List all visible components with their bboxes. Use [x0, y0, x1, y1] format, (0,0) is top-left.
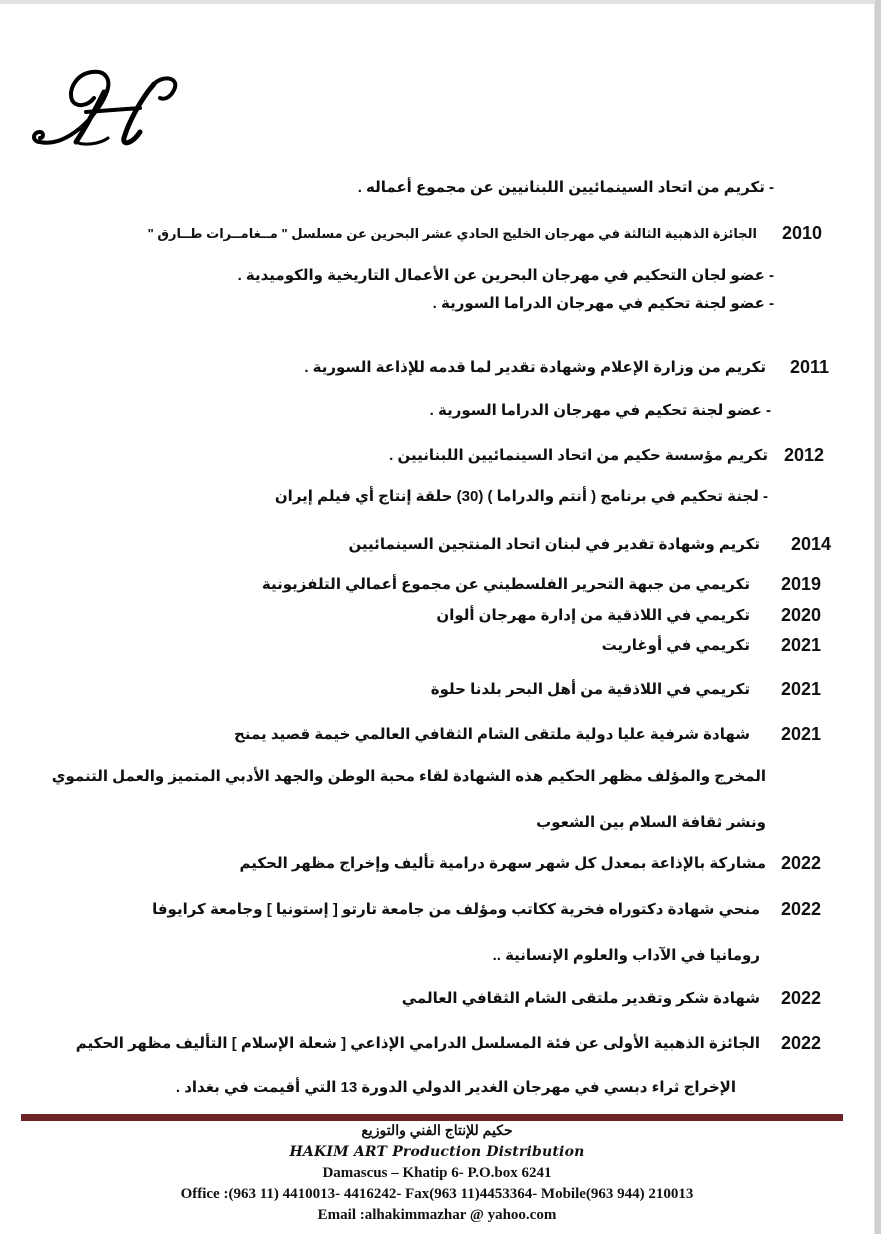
entry-year-11: 2021: [781, 635, 822, 655]
entry-text-12: تكريمي في اللاذقية من أهل البحر بلدنا حلوة: [430, 681, 750, 698]
footer-address: Damascus – Khatip 6- P.O.box 6241: [322, 1165, 552, 1181]
entry-text-8: تكريم وشهادة تقدير في لبنان اتحاد المنتجين السينمائيين: [348, 536, 760, 553]
entry-text-5: - عضو لجنة تحكيم في مهرجان الدراما السورية .: [429, 402, 771, 419]
entry-text-13: شهادة شرفية عليا دولية ملتقى الشام الثقافي العالمي خيمة قصيد يمنح: [234, 726, 750, 743]
entry-year-9: 2019: [781, 574, 822, 594]
footer-phones: Office :(963 11) 4410013- 4416242- Fax(963 11)4453364- Mobile(963 944) 210013: [180, 1186, 694, 1202]
entry-text-3: - عضو لجنة تحكيم في مهرجان الدراما السورية .: [432, 295, 774, 312]
entry-text-7: - لجنة تحكيم في برنامج ( أنتم والدراما ) (30) حلقة إنتاج أي فيلم إيران: [274, 488, 768, 505]
footer-company-arabic: حكيم للإنتاج الفني والتوزيع: [361, 1122, 513, 1138]
footer-company-english: HAKIM ART Production Distribution: [289, 1144, 585, 1160]
page-shadow: [874, 0, 881, 1234]
entry-text-15: ونشر ثقافة السلام بين الشعوب: [536, 814, 766, 831]
entry-text-9: تكريمي من جبهة التحرير الفلسطيني عن مجموع أعمالي التلفزيونية: [261, 576, 750, 593]
entry-year-1: 2010: [782, 223, 823, 243]
entry-year-16: 2022: [781, 853, 822, 873]
entry-text-19: شهادة شكر وتقدير ملتقى الشام الثقافي العالمي: [401, 990, 760, 1007]
footer-email: Email :alhakimmazhar @ yahoo.com: [317, 1207, 557, 1223]
entry-year-17: 2022: [781, 899, 822, 919]
entry-year-19: 2022: [781, 988, 822, 1008]
entry-text-14: المخرج والمؤلف مظهر الحكيم هذه الشهادة لقاء محبة الوطن والجهد الأدبي المتميز والعمل التنموي: [51, 768, 766, 785]
monogram-logo: [28, 64, 178, 154]
entry-year-8: 2014: [791, 534, 832, 554]
entry-year-13: 2021: [781, 724, 822, 744]
document-page: [0, 4, 874, 1234]
entry-year-6: 2012: [784, 445, 825, 465]
entry-text-0: - تكريم من اتحاد السينمائيين اللبنانيين عن مجموع أعماله .: [357, 179, 774, 196]
entry-text-17: منحي شهادة دكتوراه فخرية ككاتب ومؤلف من جامعة تارتو [ إستونيا ] وجامعة كرايوفا: [152, 901, 760, 918]
entry-text-10: تكريمي في اللاذقية من إدارة مهرجان ألوان: [436, 607, 750, 624]
footer-divider: [21, 1114, 843, 1121]
entry-year-4: 2011: [790, 357, 830, 377]
entry-text-16: مشاركة بالإذاعة بمعدل كل شهر سهرة درامية تأليف وإخراج مظهر الحكيم: [239, 855, 766, 872]
entry-text-1: الجائزة الذهبية الثالثة في مهرجان الخليج الحادي عشر البحرين عن مسلسل " مــغامــرات طــارق ": [147, 226, 757, 241]
entry-text-6: تكريم مؤسسة حكيم من اتحاد السينمائيين اللبنانيين .: [389, 447, 768, 464]
entry-year-10: 2020: [781, 605, 822, 625]
entry-text-20: الجائزة الذهبية الأولى عن فئة المسلسل الدرامي الإذاعي [ شعلة الإسلام ] التأليف مظهر الحكيم: [75, 1035, 760, 1052]
entry-text-11: تكريمي في أوغاريت: [601, 637, 750, 654]
entry-year-20: 2022: [781, 1033, 822, 1053]
monogram-h-icon: [28, 64, 178, 154]
entry-text-18: رومانيا في الآداب والعلوم الإنسانية ..: [492, 947, 760, 964]
entry-text-2: - عضو لجان التحكيم في مهرجان البحرين عن الأعمال التاريخية والكوميدية .: [237, 267, 774, 284]
entry-year-12: 2021: [781, 679, 822, 699]
entry-text-21: الإخراج ثراء دبسي في مهرجان الغدير الدولي الدورة 13 التي أقيمت في بغداد .: [175, 1079, 736, 1096]
entry-text-4: تكريم من وزارة الإعلام وشهادة تقدير لما قدمه للإذاعة السورية .: [304, 359, 766, 376]
